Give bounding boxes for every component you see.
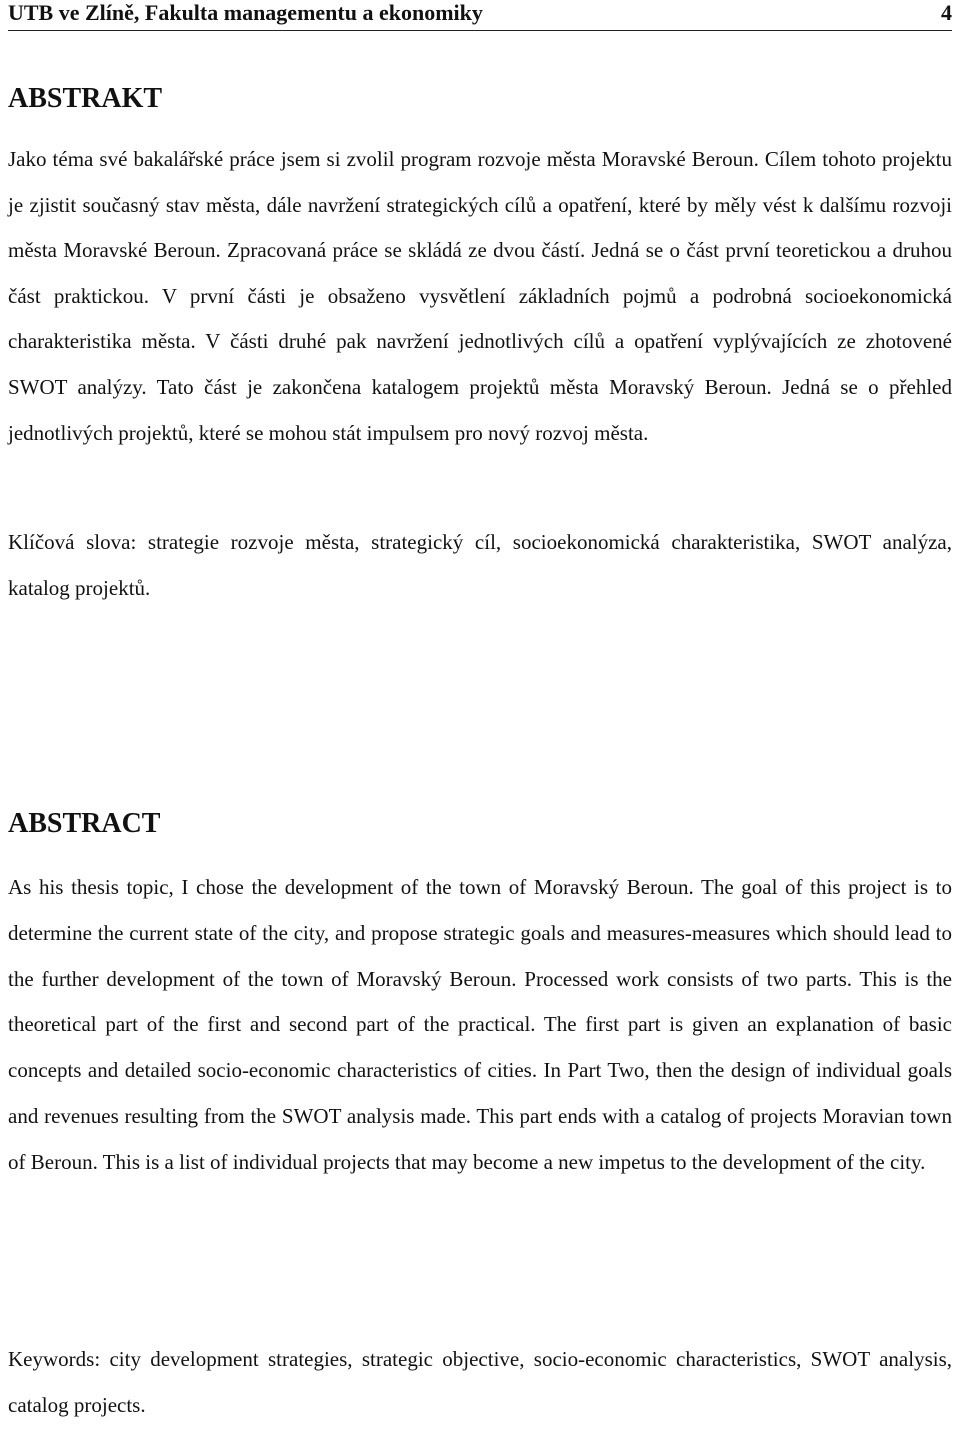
abstrakt-keywords: Klíčová slova: strategie rozvoje města, strategický cíl, socioekonomická charakteristika, SWOT analýza, katalog projektů.	[8, 530, 952, 600]
header-title: UTB ve Zlíně, Fakulta managementu a ekonomiky	[8, 0, 483, 25]
abstract-body: As his thesis topic, I chose the development of the town of Moravský Beroun. The goal of this project is to determine the current state of the city, and propose strategic goals and measures-measures which should lead to the further development of the town of Moravský Beroun. Processed work consists of two parts. This is the theoretical part of the first and second part of the practical. The first part is given an explanation of basic concepts and detailed socio-economic characteristics of cities. In Part Two, then the design of individual goals and revenues resulting from the SWOT analysis made. This part ends with a catalog of projects Moravian town of Beroun. This is a list of individual projects that may become a new impetus to the development of the city.	[8, 875, 952, 1174]
abstrakt-body: Jako téma své bakalářské práce jsem si zvolil program rozvoje města Moravské Beroun. Cílem tohoto projektu je zjistit současný stav města, dále navržení strategických cílů a opatření, které by měly vést k dalšímu rozvoji města Moravské Beroun. Zpracovaná práce se skládá ze dvou částí. Jedná se o část první teoretickou a druhou část praktickou. V první části je obsaženo vysvětlení základních pojmů a podrobná socioekonomická charakteristika města. V části druhé pak navržení jednotlivých cílů a opatření vyplývajících ze zhotovené SWOT analýzy. Tato část je zakončena katalogem projektů města Moravský Beroun. Jedná se o přehled jednotlivých projektů, které se mohou stát impulsem pro nový rozvoj města.	[8, 147, 952, 445]
abstract-heading: ABSTRACT	[8, 808, 161, 839]
abstrakt-heading: ABSTRAKT	[8, 83, 163, 114]
abstract-keywords: Keywords: city development strategies, strategic objective, socio-economic characteristics, SWOT analysis, catalog projects.	[8, 1347, 952, 1417]
page-header	[8, 0, 952, 31]
page-number: 4	[941, 0, 952, 25]
